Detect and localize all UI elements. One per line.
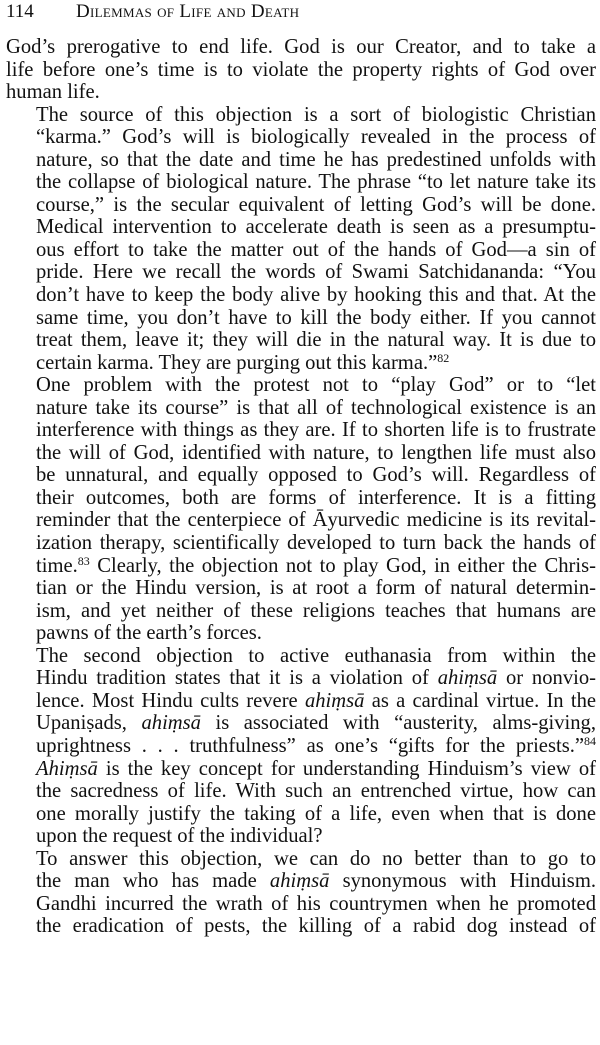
text-line: human life. [6, 81, 100, 104]
text-line: The source of this objection is a sort of biologistic Christian [36, 103, 596, 126]
text-span: the man who has made [36, 870, 257, 893]
text-line: “karma.” God’s will is biologically revealed in the process of [36, 126, 596, 149]
text-line: One problem with the protest not to “play God” or to “let [36, 374, 596, 397]
text-line: the sacredness of life. With such an entrenched virtue, how can [36, 780, 596, 803]
text-span: certain karma. They are purging out this karma.” [36, 351, 438, 374]
text-line: ization therapy, scientifically developed to turn back the hands of [36, 532, 596, 555]
paragraph [6, 374, 596, 645]
text-line: Gandhi incurred the wrath of his countrymen when he promoted [36, 892, 596, 915]
text-line: pride. Here we recall the words of Swami Satchidananda: “You [36, 261, 596, 284]
italic-term: ahiṃsā [304, 689, 365, 712]
page-number: 114 [6, 1, 34, 22]
text-line [6, 667, 596, 690]
text-line: the collapse of biological nature. The phrase “to let nature take its [36, 171, 596, 194]
text-line [6, 735, 596, 758]
paragraph [6, 645, 596, 848]
running-title: Dilemmas of Life and Death [76, 1, 300, 22]
italic-term: ahiṃsā [269, 870, 330, 893]
text-line: one morally justify the taking of a life, even when that is done [36, 802, 596, 825]
text-span: is associated with “austerity, alms-giving, [215, 712, 596, 735]
text-line [6, 712, 596, 735]
footnote-ref: 83 [77, 553, 90, 568]
footnote-ref: 82 [437, 350, 450, 365]
text-span: Upaniṣads, [36, 712, 127, 735]
text-line: don’t have to keep the body alive by hooking this and that. At the [36, 284, 596, 307]
text-line: interference with things as they are. If to shorten life is to frustrate [36, 419, 596, 442]
text-line [6, 870, 596, 893]
text-span: as a cardinal virtue. In the [371, 689, 597, 712]
text-line: nature, so that the date and time he has predestined unfolds with [36, 148, 596, 171]
text-span: time. [36, 554, 78, 577]
text-span: uprightness . . . truthfulness” as one’s “gifts for the priests.” [36, 734, 584, 757]
text-line: To answer this objection, we can do no better than to go to [36, 847, 596, 870]
text-line: be unnatural, and equally opposed to God’s will. Regardless of [36, 464, 596, 487]
text-line: reminder that the centerpiece of Āyurvedic medicine is its revital- [36, 509, 596, 532]
paragraph [6, 104, 596, 375]
text-line: the will of God, identified with nature, to lengthen life must also [36, 441, 596, 464]
footnote-ref: 84 [584, 733, 596, 748]
text-line: same time, you don’t have to kill the body either. If you cannot [36, 306, 596, 329]
text-line: treat them, leave it; they will die in the natural way. It is due to [36, 329, 596, 352]
text-span: synonymous with Hinduism. [342, 870, 596, 893]
text-span: lence. Most Hindu cults revere [36, 689, 298, 712]
text-span: is the key concept for understanding Hinduism’s view of [105, 757, 596, 780]
text-line [6, 758, 596, 781]
running-header [6, 0, 596, 36]
text-line: ism, and yet neither of these religions teaches that humans are [36, 599, 596, 622]
text-line: Medical intervention to accelerate death is seen as a presumptu- [36, 216, 596, 239]
text-line: their outcomes, both are forms of interference. It is a fitting [36, 486, 596, 509]
text-span: Clearly, the objection not to play God, in either the Chris- [97, 554, 596, 577]
paragraph [6, 848, 596, 938]
text-line: life before one’s time is to violate the property rights of God over [6, 58, 596, 81]
body-text [6, 36, 596, 938]
text-line: nature take its course” is that all of technological existence is an [36, 396, 596, 419]
text-line: upon the request of the individual? [36, 825, 323, 848]
text-line [6, 555, 596, 578]
text-line: ous effort to take the matter out of the hands of God—a sin of [36, 238, 596, 261]
italic-term: ahiṃsā [437, 667, 498, 690]
text-line: tian or the Hindu version, is at root a form of natural determin- [36, 577, 596, 600]
book-page [6, 0, 596, 938]
text-line: pawns of the earth’s forces. [36, 622, 262, 645]
text-line: God’s prerogative to end life. God is our Creator, and to take a [6, 36, 596, 58]
text-span: or nonvio- [505, 667, 596, 690]
paragraph [6, 36, 596, 104]
text-line [6, 690, 596, 713]
text-line: course,” is the secular equivalent of letting God’s will be done. [36, 193, 596, 216]
italic-term: ahiṃsā [141, 712, 201, 735]
italic-term: Ahiṃsā [36, 757, 98, 780]
text-line: The second objection to active euthanasia from within the [36, 644, 596, 667]
text-span: Hindu tradition states that it is a violation of [36, 667, 429, 690]
text-line [6, 352, 596, 375]
text-line: the eradication of pests, the killing of a rabid dog instead of [36, 915, 596, 938]
